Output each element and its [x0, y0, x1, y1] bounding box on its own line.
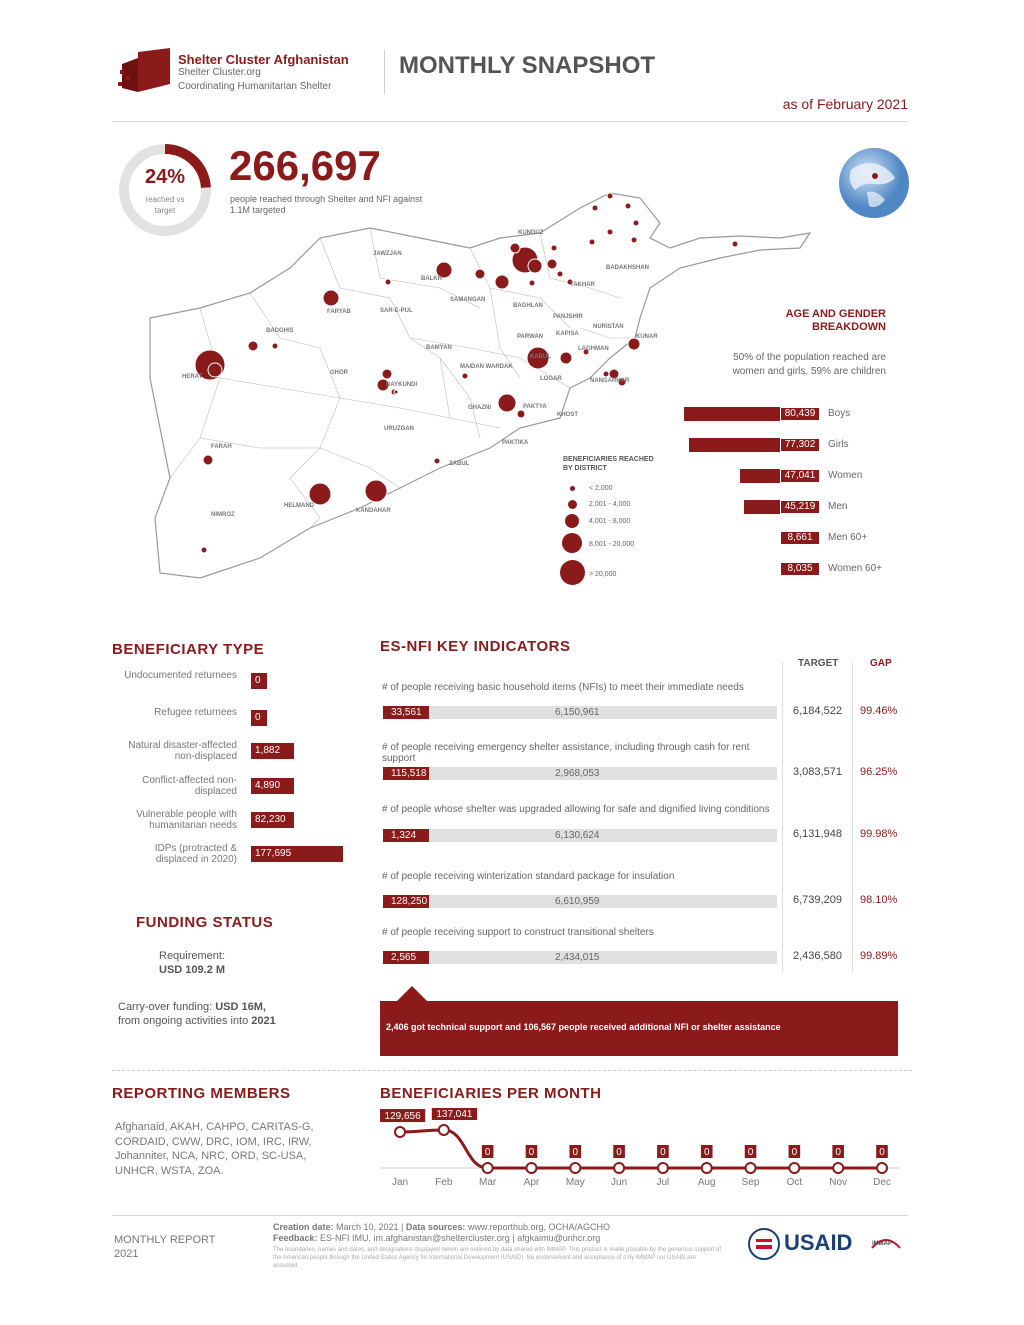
per-month-line-chart	[380, 1108, 900, 1194]
gap-header: GAP	[870, 658, 892, 669]
district-label: SAMANGAN	[450, 297, 486, 303]
chart-point	[439, 1125, 449, 1135]
chart-month-label: Feb	[435, 1177, 453, 1188]
creation-label: Creation date:	[273, 1222, 334, 1232]
section-rule	[112, 1070, 912, 1071]
beneficiary-type-bar: 0	[251, 673, 267, 689]
district-label: PAKTIKA	[502, 440, 529, 446]
district-label: ZABUL	[449, 461, 470, 467]
footer-rule	[112, 1215, 908, 1216]
chart-month-label: Apr	[523, 1177, 540, 1188]
beneficiary-type-label: Vulnerable people with humanitarian needs	[136, 809, 237, 831]
indicator-question: # of people whose shelter was upgraded allowing for safe and dignified living conditions	[382, 804, 770, 815]
feedback-value[interactable]: ES-NFI IMU, im.afghanistan@sheltercluster.org | afgkaimu@unhcr.org	[317, 1233, 601, 1243]
chart-month-label: Jul	[656, 1177, 670, 1188]
indicator-reached: 115,518	[383, 767, 429, 780]
legend-label-4: 8,001 - 20,000	[589, 541, 635, 548]
chart-point	[570, 1163, 580, 1173]
indicator-reached: 128,250	[383, 895, 429, 908]
funding-title: FUNDING STATUS	[136, 914, 274, 931]
district-label: GHOR	[330, 370, 348, 376]
district-label: MAIDAN WARDAK	[460, 364, 513, 370]
indicator-target: 6,739,209	[793, 894, 842, 906]
age-gender-label: Men	[828, 501, 848, 512]
carry-over-text	[118, 1000, 328, 1028]
district-label: SAR-E-PUL	[380, 308, 413, 314]
district-label: BADAKHSHAN	[606, 265, 649, 271]
indicator-reached: 2,565	[383, 951, 429, 964]
age-gender-value: 47,041	[780, 469, 820, 483]
total-caption: people reached through Shelter and NFI against 1.1M targeted	[230, 194, 423, 215]
legend-dot-3	[565, 514, 579, 528]
chart-data-label: 129,656	[384, 1111, 421, 1123]
age-gender-value: 8,035	[780, 562, 820, 576]
afghanistan-map	[140, 178, 820, 588]
chart-data-label: 0	[791, 1147, 798, 1158]
footer-creation	[273, 1222, 610, 1232]
age-gender-label: Women 60+	[828, 563, 883, 574]
chart-point	[526, 1163, 536, 1173]
age-gender-label: Men 60+	[828, 532, 868, 543]
indicator-reached: 1,324	[383, 829, 429, 842]
indicator-note-text: 2,406 got technical support and 106,567 people received additional NFI or shelter assistance	[386, 1022, 781, 1032]
age-gender-label: Girls	[828, 439, 849, 450]
footer-disclaimer: The boundaries, names and dates, and designations displayed herein are outlined by data shared with IMMAP. This product is made possible by the generous support of the American people through the United States Agency for International Development (USAID). No endorsement and acceptance of it by iMMAP nor USAID are assumed.	[273, 1247, 722, 1269]
indicator-gap: 96.25%	[860, 766, 898, 778]
footer-feedback	[273, 1233, 600, 1243]
district-label: BAGHLAN	[513, 303, 543, 309]
chart-data-label: 0	[572, 1147, 579, 1158]
indicator-remaining: 6,130,624	[555, 830, 600, 841]
age-gender-title: AGE AND GENDER BREAKDOWN	[785, 308, 886, 333]
beneficiary-type-label: Natural disaster-affected non-displaced	[128, 740, 237, 762]
percent-value: 24%	[144, 166, 186, 188]
feedback-label: Feedback:	[273, 1233, 318, 1243]
age-gender-label: Women	[828, 470, 863, 481]
page-title: MONTHLY SNAPSHOT	[399, 52, 656, 79]
indicator-divider-2	[852, 662, 853, 972]
indicator-note	[380, 1001, 898, 1056]
beneficiary-type-bar: 4,890	[251, 778, 294, 794]
district-label: HERAT	[182, 374, 203, 380]
beneficiary-type-label: IDPs (protracted & displaced in 2020)	[154, 843, 237, 865]
indicator-remaining: 6,610,959	[555, 896, 600, 907]
carry-bold-2: 2021	[251, 1015, 276, 1027]
indicator-question: # of people receiving basic household items (NFIs) to meet their immediate needs	[382, 682, 744, 693]
district-label: KAPISA	[556, 331, 579, 337]
members-text: Afghanaid, AKAH, CAHPO, CARITAS-G, CORDAID, CWW, DRC, IOM, IRC, IRW, Johanniter, NCA, NRC, ORD, SC-USA, UNHCR, WSTA, ZOA.	[115, 1121, 314, 1177]
sources-value: www.reporthub.org, OCHA/AGCHO	[465, 1222, 610, 1232]
district-label: KUNAR	[636, 334, 658, 340]
age-gender-value: 8,661	[780, 531, 820, 545]
district-label: URUZGAN	[384, 426, 414, 432]
age-gender-label: Boys	[828, 408, 851, 419]
legend-dot-5	[560, 560, 585, 585]
immap-logo	[868, 1230, 904, 1258]
district-label: NURISTAN	[593, 324, 624, 330]
chart-data-label: 0	[660, 1147, 666, 1158]
percent-caption: reached vs target	[145, 195, 185, 215]
district-label: PANJSHIR	[553, 314, 583, 320]
district-label: NANGARHAR	[590, 378, 630, 384]
chart-point	[395, 1127, 405, 1137]
indicator-question: # of people receiving emergency shelter assistance, including through cash for rent support	[382, 742, 750, 764]
chart-data-label: 0	[879, 1147, 885, 1158]
beneficiary-type-bar: 0	[251, 710, 267, 726]
header-divider	[384, 50, 385, 94]
district-label: HELMAND	[284, 503, 314, 509]
carry-bold-1: USD 16M,	[215, 1001, 266, 1013]
org-sub1: Shelter Cluster.org	[178, 67, 261, 78]
indicator-target: 3,083,571	[793, 766, 842, 778]
district-label: DAYKUNDI	[386, 382, 418, 388]
age-gender-value: 45,219	[780, 500, 820, 514]
beneficiary-type-label: Refugee returnees	[154, 707, 237, 718]
chart-data-label: 0	[747, 1147, 754, 1158]
indicator-note-arrow	[397, 986, 427, 1001]
district-label: BALKH	[421, 276, 442, 282]
district-label: JAWZJAN	[373, 251, 402, 257]
creation-value: March 10, 2021 |	[333, 1222, 406, 1232]
header-rule	[112, 121, 908, 122]
chart-point	[614, 1163, 624, 1173]
district-label: PARWAN	[517, 334, 544, 340]
chart-point	[483, 1163, 493, 1173]
footer-report-label: MONTHLY REPORT	[114, 1234, 216, 1246]
usaid-logo	[748, 1228, 860, 1260]
org-name: Shelter Cluster Afghanistan	[178, 52, 349, 67]
district-label: KANDAHAR	[356, 508, 391, 514]
indicator-remaining: 6,150,961	[555, 707, 600, 718]
chart-data-label: 137,041	[436, 1109, 473, 1120]
indicator-gap: 99.89%	[860, 950, 898, 962]
indicator-gap: 98.10%	[860, 894, 898, 906]
age-gender-caption: 50% of the population reached are women and girls, 59% are children	[732, 352, 886, 377]
chart-data-label: 0	[528, 1147, 535, 1158]
district-label: KUNDUZ	[518, 230, 544, 236]
per-month-title: BENEFICIARIES PER MONTH	[380, 1085, 602, 1102]
carry-text-1: Carry-over funding:	[118, 1001, 216, 1013]
district-label: TAKHAR	[570, 282, 595, 288]
district-label: BAMYAN	[426, 345, 452, 351]
total-reached: 266,697	[229, 142, 381, 189]
chart-data-label: 0	[835, 1147, 841, 1158]
legend-label-5: > 20,000	[589, 571, 617, 578]
beneficiary-type-bar: 82,230	[251, 812, 294, 828]
globe-icon	[837, 146, 911, 220]
beneficiary-type-bar: 1,882	[251, 743, 294, 759]
legend-label-2: 2,001 - 4,000	[589, 501, 631, 508]
indicators-title: ES-NFI KEY INDICATORS	[380, 638, 571, 655]
report-date: as of February 2021	[782, 96, 908, 112]
indicator-target: 2,436,580	[793, 950, 842, 962]
map-legend-title: BENEFICIARIES REACHED BY DISTRICT	[563, 456, 654, 472]
district-label: KABUL	[530, 354, 551, 360]
beneficiary-type-label: Undocumented returnees	[124, 670, 237, 681]
carry-text-2: from ongoing activities into	[118, 1015, 252, 1027]
chart-month-label: Jun	[611, 1177, 628, 1188]
indicator-gap: 99.46%	[860, 705, 898, 717]
chart-month-label: Nov	[829, 1177, 848, 1188]
usaid-text: USAID	[784, 1230, 853, 1255]
legend-dot-4	[562, 533, 582, 553]
district-label: BADGHIS	[266, 328, 294, 334]
district-label: FARYAB	[327, 309, 351, 315]
chart-point	[789, 1163, 799, 1173]
chart-point	[702, 1163, 712, 1173]
district-label: NIMROZ	[211, 512, 235, 518]
chart-series-line	[400, 1130, 882, 1168]
chart-point	[833, 1163, 843, 1173]
legend-label-3: 4,001 - 8,000	[589, 518, 631, 525]
funding-requirement-label: Requirement:	[159, 950, 226, 962]
age-gender-value: 77,302	[780, 438, 820, 452]
indicator-question: # of people receiving support to construct transitional shelters	[382, 927, 654, 938]
chart-data-label: 0	[616, 1147, 622, 1158]
district-label: LOGAR	[540, 376, 562, 382]
footer-report-year: 2021	[114, 1248, 139, 1260]
district-label: FARAH	[211, 444, 232, 450]
indicator-gap: 99.98%	[860, 828, 898, 840]
chart-month-label: Sep	[741, 1177, 760, 1188]
chart-month-label: Jan	[391, 1177, 409, 1188]
cluster-logo	[118, 48, 174, 96]
chart-month-label: Oct	[786, 1177, 803, 1188]
org-sub2: Coordinating Humanitarian Shelter	[178, 81, 332, 92]
indicator-target: 6,184,522	[793, 705, 842, 717]
funding-requirement-value: USD 109.2 M	[159, 964, 226, 976]
legend-dot-2	[568, 500, 577, 509]
immap-text: iMMAP	[872, 1241, 892, 1247]
age-gender-value: 80,439	[780, 407, 820, 421]
district-label: LAGHMAN	[578, 346, 609, 352]
indicator-reached: 33,561	[383, 706, 429, 719]
indicator-remaining: 2,968,053	[555, 768, 600, 779]
chart-month-label: Mar	[479, 1177, 497, 1188]
indicator-target: 6,131,948	[793, 828, 842, 840]
district-label: KHOST	[557, 412, 578, 418]
legend-label-1: < 2,000	[589, 485, 613, 492]
indicator-remaining: 2,434,015	[555, 952, 600, 963]
district-label: PAKTYA	[523, 404, 547, 410]
legend-dot-1	[570, 486, 575, 491]
target-header: TARGET	[798, 658, 839, 669]
chart-point	[877, 1163, 887, 1173]
chart-month-label: Aug	[697, 1177, 716, 1188]
chart-point	[658, 1163, 668, 1173]
chart-month-label: Dec	[873, 1177, 891, 1188]
members-title: REPORTING MEMBERS	[112, 1085, 291, 1102]
chart-point	[746, 1163, 756, 1173]
chart-month-label: May	[565, 1177, 585, 1188]
beneficiary-type-title: BENEFICIARY TYPE	[112, 641, 265, 658]
chart-data-label: 0	[703, 1147, 710, 1158]
district-label: GHAZNI	[468, 405, 491, 411]
beneficiary-type-label: Conflict-affected non-displaced	[142, 775, 237, 797]
chart-data-label: 0	[484, 1147, 491, 1158]
beneficiary-type-bar: 177,695	[251, 846, 343, 862]
indicator-divider-1	[782, 662, 783, 972]
indicator-question: # of people receiving winterization standard package for insulation	[382, 871, 675, 882]
sources-label: Data sources:	[405, 1222, 466, 1232]
